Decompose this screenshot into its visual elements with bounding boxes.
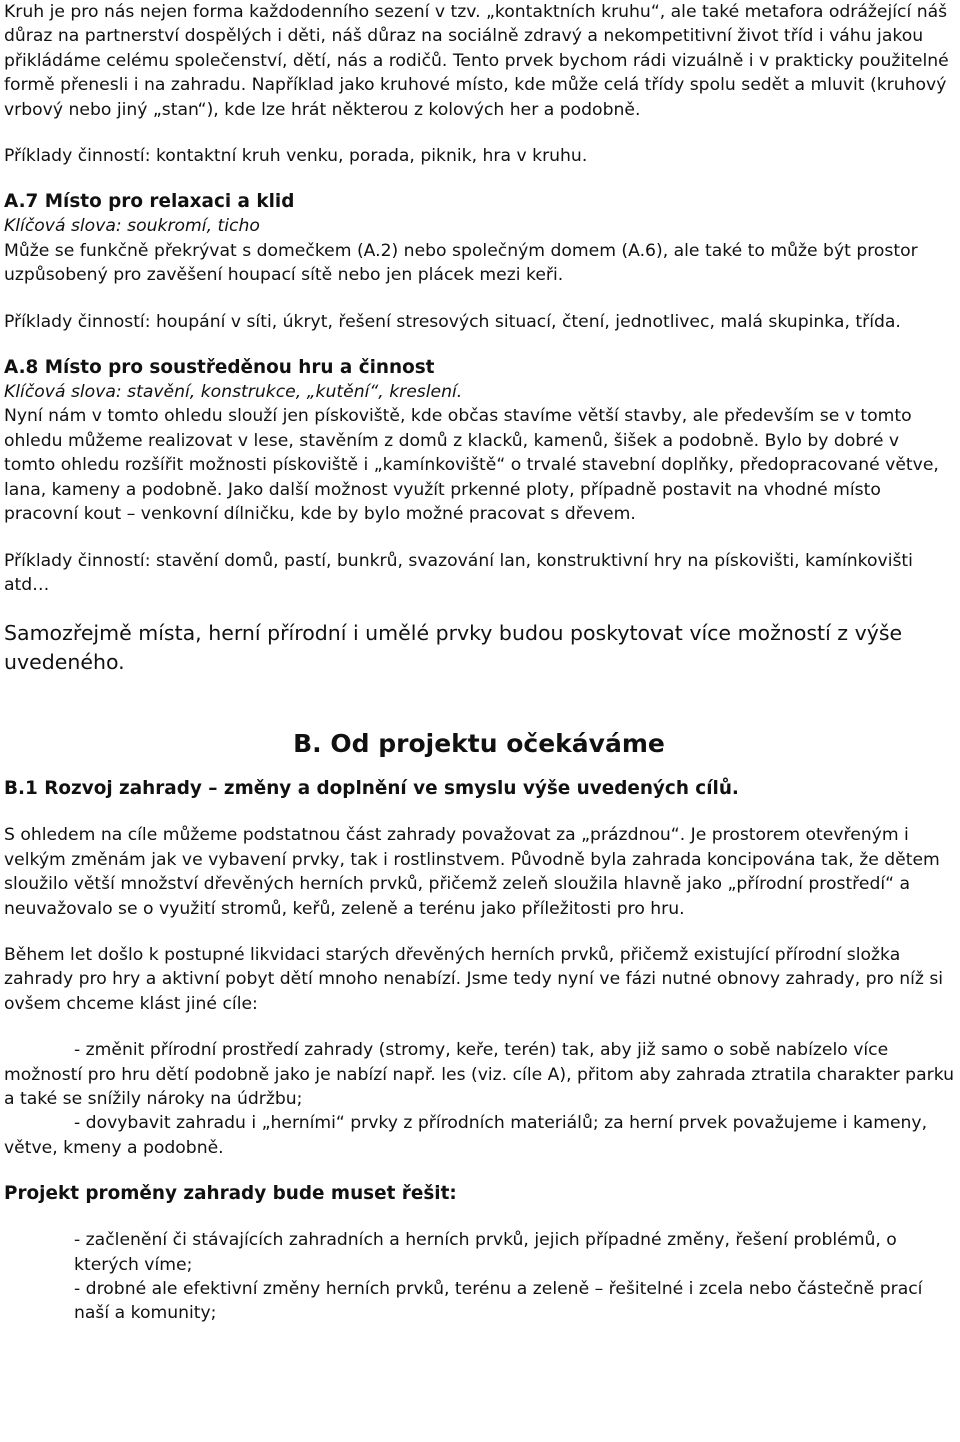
project-item: - drobné ale efektivní změny herních prvků, terénu a zeleně – řešitelné i zcela nebo částečně prací naší a komunity; <box>74 1279 923 1324</box>
a8-examples: Příklady činností: stavění domů, pastí, bunkrů, svazování lan, konstruktivní hry na pískovišti, kamínkovišti atd… <box>4 550 913 595</box>
section-b-title: B. Od projektu očekáváme <box>293 729 665 759</box>
a7-examples: Příklady činností: houpání v síti, úkryt, řešení stresových situací, čtení, jednotlivec, malá skupinka, třída. <box>4 311 901 332</box>
a7-heading: A.7 Místo pro relaxaci a klid <box>4 191 295 213</box>
a8-keywords: Klíčová slova: stavění, konstrukce, „kutění“, kreslení. <box>4 382 463 403</box>
a7-keywords: Klíčová slova: soukromí, ticho <box>4 216 260 237</box>
b1-paragraph-2: Během let došlo k postupné likvidaci starých dřevěných herních prvků, přičemž existující přírodní složka zahrady pro hry a aktivní pobyt dětí mnoho nenabízí. Jsme tedy nyní ve fázi nutné obnovy zahrady, pro níž si ovšem chceme klást jiné cíle: <box>4 944 944 1014</box>
a8-paragraph: Nyní nám v tomto ohledu slouží jen pískoviště, kde občas stavíme větší stavby, ale především se v tomto ohledu můžeme realizovat v lese, stavěním z domů z klacků, kamenů, šišek a podobně. Bylo by dobré v tomto ohledu rozšířit možnosti pískoviště i „kamínkoviště“ o trvalé stavební doplňky, předopracované větve, lana, kameny a podobně. Jako další možnost využít prkenné ploty, případně postavit na vhodné místo pracovní kout – venkovní dílničku, kde by bylo možné pracovat s dřevem. <box>4 406 939 525</box>
project-heading: Projekt proměny zahrady bude muset řešit: <box>4 1183 457 1205</box>
a7-paragraph: Může se funkčně překrývat s domečkem (A.2) nebo společným domem (A.6), ale také to může být prostor uzpůsobený pro zavěšení houpací sítě nebo jen plácek mezi keři. <box>4 240 918 286</box>
a6-examples: Příklady činností: kontaktní kruh venku, porada, piknik, hra v kruhu. <box>4 146 588 167</box>
b1-paragraph-1: S ohledem na cíle můžeme podstatnou část zahrady považovat za „prázdnou“. Je prostorem otevřeným i velkým změnám jak ve vybavení prvky, tak i rostlinstvem. Původně byla zahrada koncipována tak, že dětem sloužilo větší množství dřevěných herních prvků, přičemž zeleň sloužila hlavně jako „přírodní prostředí“ a neuvažovalo se o využití stromů, keřů, zeleně a terénu jako příležitosti pro hru. <box>4 825 940 919</box>
goal-item: - změnit přírodní prostředí zahrady (stromy, keře, terén) tak, aby již samo o sobě nabízelo více možností pro hru dětí podobně jako je nabízí např. les (viz. cíle A), přitom aby zahrada ztratila charakter parku a také se snížily nároky na údržbu; <box>4 1040 955 1109</box>
project-item: - začlenění či stávajících zahradních a herních prvků, jejich případné změny, řešení problémů, o kterých víme; <box>74 1230 897 1275</box>
a8-heading: A.8 Místo pro soustředěnou hru a činnost <box>4 357 435 379</box>
goal-item: - dovybavit zahradu i „herními“ prvky z přírodních materiálů; za herní prvek považujeme i kameny, větve, kmeny a podobně. <box>4 1113 928 1158</box>
summary-paragraph: Samozřejmě místa, herní přírodní i umělé prvky budou poskytovat více možností z výše uvedeného. <box>4 621 903 675</box>
a6-paragraph: Kruh je pro nás nejen forma každodenního sezení v tzv. „kontaktních kruhu“, ale také metafora odrážející náš důraz na partnerství dospělých i děti, náš důraz na sociálně zdravý a nekompetitivní život tříd i váhu jakou přikládáme celému společenství, dětí, nás a rodičů. Tento prvek bychom rádi vizuálně i v prakticky použitelné formě přenesli i na zahradu. Například jako kruhové místo, kde může celá třídy spolu sedět a mluvit (kruhový vrbový nebo jiný „stan“), kde lze hrát některou z kolových her a podobně. <box>4 2 949 120</box>
b1-heading: B.1 Rozvoj zahrady – změny a doplnění ve smyslu výše uvedených cílů. <box>4 778 739 800</box>
